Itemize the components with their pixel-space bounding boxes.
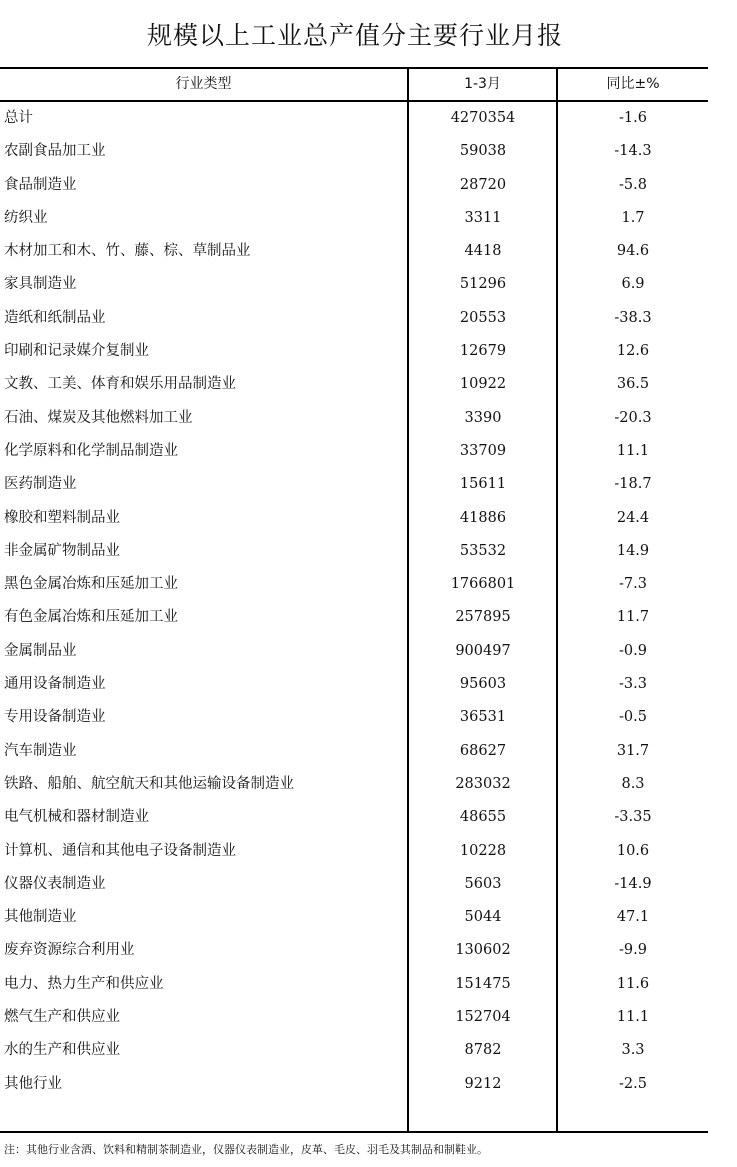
yoy-cell: 31.7: [616, 742, 650, 759]
industry-name: 农副食品加工业: [4, 143, 106, 160]
yoy-cell: 6.9: [621, 276, 645, 293]
value-cell: 20553: [459, 309, 507, 326]
industry-name: 橡胶和塑料制品业: [4, 509, 120, 526]
yoy-cell: 47.1: [616, 909, 650, 926]
industry-name: 电气机械和器材制造业: [4, 809, 149, 826]
value-cell: 10228: [459, 842, 507, 859]
industry-name: 印刷和记录媒介复制业: [4, 343, 149, 360]
page-title: 规模以上工业总产值分主要行业月报: [146, 21, 563, 50]
value-cell: 4418: [464, 243, 502, 260]
table-row: [0, 402, 708, 435]
table-row: [0, 668, 708, 701]
value-cell: 5603: [464, 875, 502, 892]
industry-name: 化学原料和化学制品制造业: [4, 442, 178, 459]
industry-name: 造纸和纸制品业: [4, 309, 106, 326]
yoy-cell: -20.3: [614, 409, 652, 426]
industry-name: 水的生产和供应业: [4, 1042, 120, 1059]
industry-name: 医药制造业: [4, 476, 77, 493]
industry-name: 专用设备制造业: [4, 709, 106, 726]
table-row: [0, 169, 708, 202]
table-row: [0, 934, 708, 967]
table-row: [0, 835, 708, 868]
industry-name: 黑色金属冶炼和压延加工业: [4, 576, 178, 593]
yoy-cell: 94.6: [616, 243, 650, 260]
table-row: [0, 735, 708, 768]
yoy-cell: 1.7: [621, 209, 645, 226]
yoy-cell: 11.6: [616, 975, 650, 992]
industry-name: 燃气生产和供应业: [4, 1009, 120, 1026]
value-cell: 33709: [459, 442, 507, 459]
table-row: [0, 435, 708, 468]
table-bottom-border: [0, 1131, 708, 1133]
value-cell: 51296: [459, 276, 507, 293]
industry-name: 有色金属冶炼和压延加工业: [4, 609, 178, 626]
yoy-cell: -7.3: [619, 576, 647, 593]
value-cell: 152704: [455, 1009, 511, 1026]
industry-name: 木材加工和木、竹、藤、棕、草制品业: [4, 243, 251, 260]
value-cell: 10922: [459, 376, 507, 393]
value-cell: 4270354: [450, 110, 516, 126]
table-row: [0, 102, 708, 135]
industry-name: 文教、工美、体育和娱乐用品制造业: [4, 376, 236, 393]
table-row: [0, 235, 708, 268]
yoy-cell: 12.6: [616, 343, 650, 360]
table-row: [0, 135, 708, 168]
industry-name: 石油、煤炭及其他燃料加工业: [4, 409, 193, 426]
value-cell: 36531: [459, 709, 507, 726]
yoy-cell: 36.5: [616, 376, 650, 393]
industry-name: 金属制品业: [4, 642, 77, 659]
industry-name: 家具制造业: [4, 276, 77, 293]
table-row: [0, 801, 708, 834]
yoy-cell: 24.4: [616, 509, 650, 526]
table-row: [0, 268, 708, 301]
value-cell: 15611: [459, 476, 507, 493]
table-row: [0, 701, 708, 734]
value-cell: 12679: [459, 343, 507, 360]
yoy-cell: -0.5: [619, 709, 647, 726]
table-row: [0, 968, 708, 1001]
industry-name: 非金属矿物制品业: [4, 542, 120, 559]
value-cell: 28720: [459, 176, 507, 193]
value-cell: 8782: [464, 1042, 502, 1059]
value-cell: 9212: [464, 1075, 502, 1092]
yoy-cell: -5.8: [619, 176, 647, 193]
table-row: [0, 1034, 708, 1067]
yoy-cell: 14.9: [616, 542, 650, 559]
header-value: 1-3月: [464, 76, 501, 92]
table-row: [0, 568, 708, 601]
value-cell: 41886: [459, 509, 507, 526]
value-cell: 257895: [455, 609, 511, 626]
value-cell: 3311: [464, 209, 502, 226]
table-row: [0, 502, 708, 535]
industry-name: 汽车制造业: [4, 742, 77, 759]
value-cell: 53532: [459, 542, 507, 559]
table-row: [0, 535, 708, 568]
table-body: [0, 102, 708, 1101]
value-cell: 1766801: [450, 576, 516, 593]
value-cell: 5044: [464, 909, 502, 926]
industry-name: 纺织业: [4, 209, 48, 226]
yoy-cell: -2.5: [619, 1075, 647, 1092]
yoy-cell: -38.3: [614, 309, 652, 326]
yoy-cell: -14.3: [614, 143, 652, 160]
yoy-cell: 11.1: [616, 1009, 650, 1026]
header-yoy: 同比±%: [606, 76, 660, 92]
yoy-cell: -1.6: [619, 110, 647, 126]
table-row: [0, 768, 708, 801]
table-row: [0, 468, 708, 501]
yoy-cell: 3.3: [621, 1042, 645, 1059]
table-row: [0, 335, 708, 368]
table-row: [0, 601, 708, 634]
footnote: 注：其他行业含酒、饮料和精制茶制造业，仪器仪表制造业，皮革、毛皮、羽毛及其制品和制鞋业。: [4, 1143, 488, 1156]
yoy-cell: -3.35: [614, 809, 652, 826]
value-cell: 68627: [459, 742, 507, 759]
value-cell: 48655: [459, 809, 507, 826]
yoy-cell: 11.1: [616, 442, 650, 459]
table-row: [0, 368, 708, 401]
yoy-cell: -0.9: [619, 642, 647, 659]
yoy-cell: -9.9: [619, 942, 647, 959]
header-industry: 行业类型: [175, 76, 232, 92]
industry-name: 计算机、通信和其他电子设备制造业: [4, 842, 236, 859]
yoy-cell: -3.3: [619, 676, 647, 693]
table-row: [0, 1001, 708, 1034]
yoy-cell: -14.9: [614, 875, 652, 892]
table-row: [0, 901, 708, 934]
data-table: [0, 67, 708, 1133]
table-row: [0, 1068, 708, 1101]
industry-name: 废弃资源综合利用业: [4, 942, 135, 959]
table-row: [0, 635, 708, 668]
yoy-cell: 11.7: [616, 609, 650, 626]
value-cell: 95603: [459, 676, 507, 693]
industry-name: 电力、热力生产和供应业: [4, 975, 164, 992]
industry-name: 其他行业: [4, 1075, 62, 1092]
yoy-cell: -18.7: [614, 476, 652, 493]
industry-name: 通用设备制造业: [4, 676, 106, 693]
value-cell: 59038: [459, 143, 507, 160]
industry-name: 其他制造业: [4, 909, 77, 926]
industry-name: 仪器仪表制造业: [4, 875, 106, 892]
value-cell: 151475: [455, 975, 511, 992]
value-cell: 900497: [455, 642, 511, 659]
table-row: [0, 202, 708, 235]
yoy-cell: 8.3: [621, 775, 645, 792]
table-row: [0, 302, 708, 335]
industry-name: 总计: [4, 110, 33, 126]
value-cell: 283032: [455, 775, 511, 792]
value-cell: 3390: [464, 409, 502, 426]
value-cell: 130602: [455, 942, 511, 959]
yoy-cell: 10.6: [616, 842, 650, 859]
table-row: [0, 868, 708, 901]
industry-name: 食品制造业: [4, 176, 77, 193]
industry-name: 铁路、船舶、航空航天和其他运输设备制造业: [4, 775, 294, 792]
